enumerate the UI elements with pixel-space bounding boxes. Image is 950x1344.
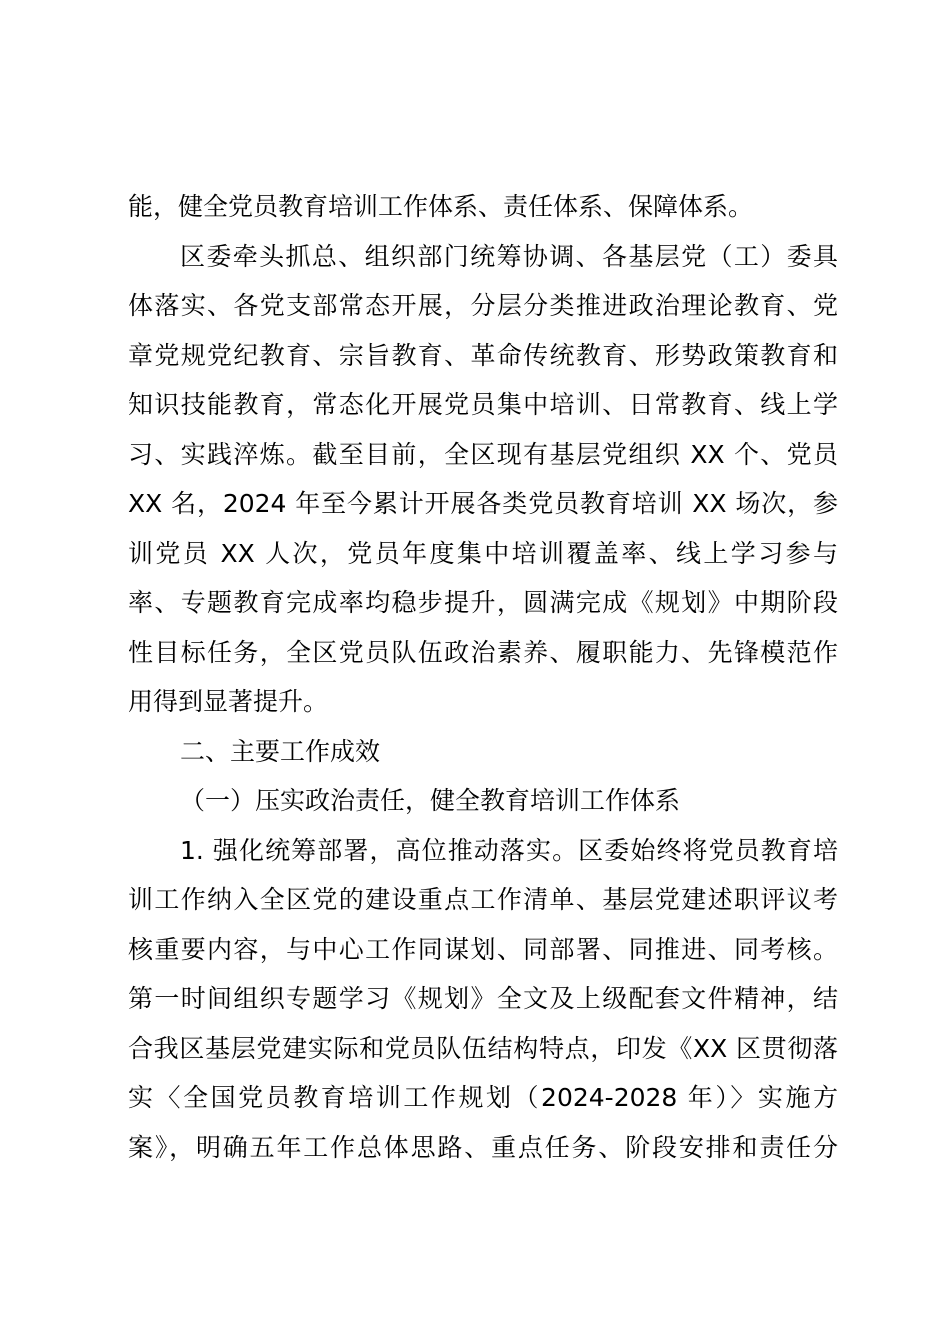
- subsection-heading: （一）压实政治责任，健全教育培训工作体系: [180, 786, 681, 815]
- text-line: 第一时间组织专题学习《规划》全文及上级配套文件精神，结: [128, 984, 838, 1013]
- text-line: 合我区基层党建实际和党员队伍结构特点，印发《XX 区贯彻落: [128, 1033, 838, 1063]
- text-line: 训工作纳入全区党的建设重点工作清单、基层党建述职评议考: [128, 885, 838, 914]
- text-line: 知识技能教育，常态化开展党员集中培训、日常教育、线上学: [128, 390, 838, 419]
- text-line: 核重要内容，与中心工作同谋划、同部署、同推进、同考核。: [128, 934, 838, 964]
- body-text: [128, 182, 838, 1172]
- text-line: 能，健全党员教育培训工作体系、责任体系、保障体系。: [128, 192, 754, 221]
- text-line: 习、实践淬炼。截至目前，全区现有基层党组织 XX 个、党员: [128, 439, 838, 469]
- text-line: 体落实、各党支部常态开展，分层分类推进政治理论教育、党: [128, 291, 838, 320]
- text-line: XX 名，2024 年至今累计开展各类党员教育培训 XX 场次，参: [128, 489, 838, 518]
- text-line: 训党员 XX 人次，党员年度集中培训覆盖率、线上学习参与: [128, 538, 838, 568]
- section-heading: 二、主要工作成效: [180, 736, 381, 766]
- text-line: 性目标任务，全区党员队伍政治素养、履职能力、先锋模范作: [128, 637, 838, 667]
- paragraph-start-line: 1. 强化统筹部署，高位推动落实。区委始终将党员教育培: [180, 835, 838, 865]
- text-line: 用得到显著提升。: [128, 687, 329, 716]
- text-line: 章党规党纪教育、宗旨教育、革命传统教育、形势政策教育和: [128, 340, 838, 370]
- paragraph-start-line: 区委牵头抓总、组织部门统筹协调、各基层党（工）委具: [180, 241, 838, 271]
- text-line: 案》，明确五年工作总体思路、重点任务、阶段安排和责任分: [128, 1132, 838, 1162]
- text-line: 率、专题教育完成率均稳步提升，圆满完成《规划》中期阶段: [128, 588, 838, 617]
- text-line: 实〈全国党员教育培训工作规划（2024-2028 年）〉实施方: [128, 1083, 838, 1112]
